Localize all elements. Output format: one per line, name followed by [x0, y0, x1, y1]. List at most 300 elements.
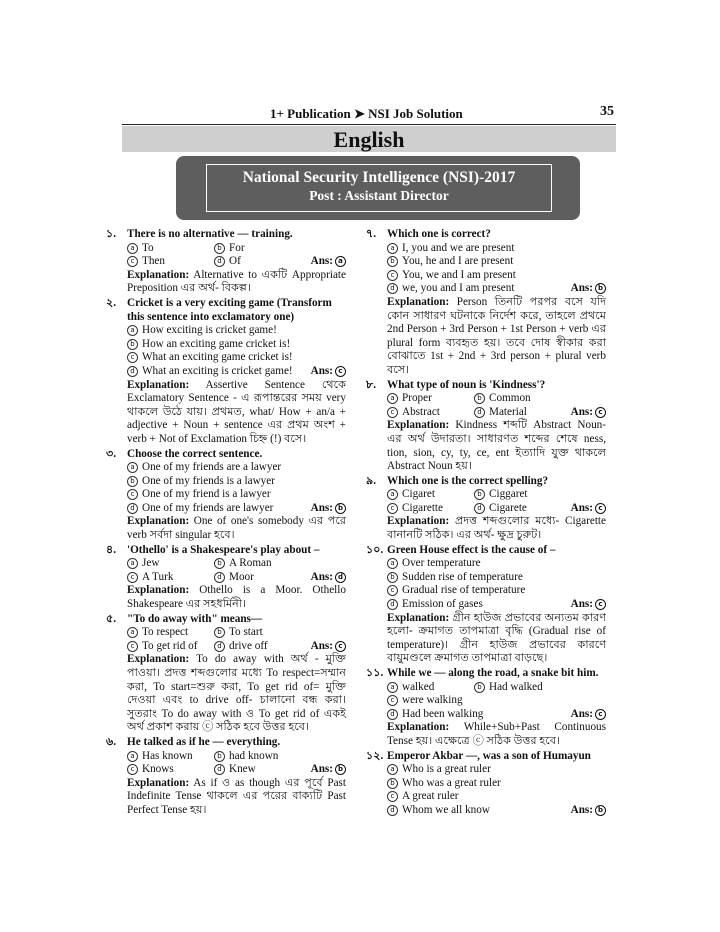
question-6 — [106, 736, 346, 818]
option-text: One of my friends are a lawyer — [142, 461, 282, 474]
option-row — [387, 242, 606, 256]
option-row — [387, 255, 606, 269]
option-marker-icon: b — [474, 682, 485, 693]
question-text: 'Othello' is a Shakespeare's play about – — [127, 543, 320, 556]
option-text: Knew — [229, 763, 256, 776]
option-marker-icon: d — [214, 641, 225, 652]
option-row — [387, 282, 606, 296]
option-b[interactable] — [214, 750, 301, 764]
question-body — [106, 242, 346, 296]
explanation-text: Alternative to একটি Appropriate Preposition এর অর্থ- বিকল্প। — [127, 268, 346, 295]
option-marker-icon: b — [387, 778, 398, 789]
option-a[interactable] — [127, 626, 214, 640]
question-4 — [106, 544, 346, 612]
option-row — [127, 488, 346, 502]
option-marker-icon: a — [387, 558, 398, 569]
exam-title: National Security Intelligence (NSI)-2017 — [242, 169, 516, 186]
option-text: drive off — [229, 639, 268, 652]
option-marker-icon: b — [127, 476, 138, 487]
option-text: Whom we all know — [402, 803, 490, 816]
option-marker-icon: a — [387, 489, 398, 500]
option-c[interactable] — [387, 502, 474, 516]
question-body — [366, 392, 606, 474]
option-c[interactable] — [387, 406, 474, 420]
answer-label: Ans: — [310, 763, 333, 776]
answer-key — [571, 282, 606, 296]
option-a[interactable] — [127, 461, 281, 473]
question-1 — [106, 228, 346, 296]
option-a[interactable] — [387, 681, 474, 695]
question-header — [106, 736, 346, 750]
question-text: Which one is correct? — [387, 228, 491, 240]
question-number: ১২. — [366, 749, 384, 762]
question-text: Green House effect is the cause of – — [387, 543, 556, 556]
option-c[interactable] — [387, 584, 525, 596]
option-b[interactable] — [474, 392, 561, 406]
option-row — [127, 763, 346, 777]
option-a[interactable] — [127, 324, 277, 336]
option-text: You, we and I am present — [402, 268, 516, 281]
option-marker-icon: a — [387, 243, 398, 254]
option-b[interactable] — [214, 242, 301, 256]
option-text: Then — [142, 255, 165, 268]
option-a[interactable] — [387, 242, 514, 254]
option-row — [387, 269, 606, 283]
option-marker-icon: b — [387, 572, 398, 583]
option-c[interactable] — [387, 694, 463, 706]
question-body — [106, 324, 346, 446]
answer-marker-icon: d — [335, 572, 346, 583]
option-row — [387, 708, 606, 722]
option-row — [387, 488, 606, 502]
question-number: ১. — [106, 228, 117, 240]
question-number: ৫. — [106, 612, 117, 625]
option-d[interactable] — [127, 365, 293, 377]
option-text: Abstract — [402, 405, 440, 418]
exam-title-inner — [206, 164, 552, 212]
option-marker-icon: d — [474, 503, 485, 514]
question-body — [106, 557, 346, 611]
explanation-label: Explanation: — [127, 653, 190, 666]
page-number: 35 — [600, 104, 614, 119]
option-d[interactable] — [214, 763, 301, 777]
option-marker-icon: c — [387, 503, 398, 514]
question-4 — [366, 544, 606, 666]
answer-marker-icon: c — [335, 366, 346, 377]
option-marker-icon: c — [387, 695, 398, 706]
option-row — [127, 255, 346, 269]
option-marker-icon: b — [387, 256, 398, 267]
option-d[interactable] — [214, 571, 301, 585]
question-body — [106, 750, 346, 818]
question-number: ২. — [106, 296, 117, 309]
option-d[interactable] — [214, 640, 301, 654]
option-row — [127, 502, 346, 516]
option-text: Knows — [142, 763, 174, 776]
option-b[interactable] — [474, 488, 561, 502]
question-header — [366, 475, 606, 489]
answer-key — [311, 502, 346, 516]
option-c[interactable] — [127, 640, 214, 654]
option-grid — [127, 626, 346, 653]
question-header — [106, 448, 346, 462]
option-c[interactable] — [387, 790, 459, 802]
option-text: To get rid of — [142, 639, 198, 652]
subject-heading: English — [122, 126, 616, 152]
explanation-text: To do away with অর্থ - মুক্তি পাওয়া। প্রদত্ত শব্দগুলোর মধ্যে To respect=সম্মান করা, To start=শুরু করা, To get rid of= মুক্তি দেওয়া এবং to drive off- চালানো বন্ধ করা। সুতরাং To do away with ও To get rid of একই অর্থ প্রকাশ করায় ⓒ সঠিক হবে উত্তর হবে। — [127, 653, 346, 734]
explanation-text: গ্রীন হাউজ প্রভাবের অন্যতম কারণ হলো- ক্রমাগত তাপমাত্রা বৃদ্ধি (Gradual rise of temperature)। গ্রীন হাউজ প্রভাবের কারণে বায়ুমণ্ডলে ক্রমাগত তাপমাত্রা বাড়ছে। — [387, 611, 606, 665]
option-d[interactable] — [387, 708, 483, 720]
option-text: A Roman — [229, 557, 272, 570]
option-b[interactable] — [214, 557, 301, 571]
question-body — [366, 557, 606, 666]
option-text: Who is a great ruler — [402, 763, 491, 776]
question-text: He talked as if he — everything. — [127, 735, 281, 748]
option-row — [387, 392, 606, 406]
option-text: One of my friends is a lawyer — [142, 474, 275, 487]
option-text: Over temperature — [402, 557, 481, 570]
question-body — [366, 242, 606, 378]
question-number: ৬. — [106, 735, 117, 748]
answer-label: Ans: — [570, 405, 593, 418]
answer-marker-icon: c — [335, 641, 346, 652]
question-2 — [366, 379, 606, 474]
answer-label: Ans: — [310, 364, 333, 377]
option-text: Had walked — [489, 680, 543, 693]
option-d[interactable] — [474, 406, 561, 420]
option-grid — [387, 488, 606, 515]
option-text: You, he and I are present — [402, 255, 514, 268]
option-text: Jew — [142, 557, 160, 570]
option-row — [387, 804, 606, 818]
option-c[interactable] — [127, 255, 214, 269]
option-marker-icon: a — [387, 764, 398, 775]
question-header — [366, 228, 606, 242]
question-header — [366, 379, 606, 393]
explanation — [127, 777, 346, 818]
option-marker-icon: a — [127, 627, 138, 638]
answer-label: Ans: — [310, 255, 333, 268]
option-marker-icon: a — [387, 682, 398, 693]
question-number: ৪. — [106, 543, 117, 556]
option-marker-icon: b — [214, 751, 225, 762]
option-d[interactable] — [387, 804, 490, 816]
explanation-label: Explanation: — [387, 721, 450, 734]
option-d[interactable] — [387, 282, 514, 294]
option-text: Gradual rise of temperature — [402, 584, 526, 597]
option-row — [387, 681, 606, 695]
option-marker-icon: b — [474, 393, 485, 404]
option-marker-icon: a — [127, 751, 138, 762]
option-grid — [387, 681, 606, 722]
option-row — [387, 557, 606, 571]
option-marker-icon: c — [127, 352, 138, 363]
option-marker-icon: a — [127, 558, 138, 569]
option-text: Common — [489, 392, 531, 405]
answer-marker-icon: c — [595, 407, 606, 418]
explanation-text: Othello is a Moor. Othello Shakespeare এর সহধর্মিনী। — [127, 584, 346, 611]
answer-key — [571, 406, 606, 420]
explanation — [127, 269, 346, 296]
option-row — [127, 750, 346, 764]
question-number: ৩. — [106, 447, 117, 460]
option-marker-icon: c — [387, 791, 398, 802]
answer-marker-icon: b — [595, 805, 606, 816]
option-text: I, you and we are present — [402, 241, 515, 254]
answer-key — [311, 640, 346, 654]
option-c[interactable] — [127, 763, 214, 777]
option-text: One of my friend is a lawyer — [142, 488, 271, 501]
option-b[interactable] — [387, 255, 513, 267]
option-marker-icon: d — [214, 764, 225, 775]
question-number: ৮. — [366, 378, 377, 391]
option-a[interactable] — [387, 763, 491, 775]
explanation-text: Person তিনটি পরপর বসে যদি কোন সাধারণ ঘটনাকে নির্দেশ করে, তাহলে প্রথমে 2nd Person + 3rd Person + 1st Person + verb এর plural form ব্যবহৃত হয়। তবে দোষ স্বীকার করা বোঝাতে 1st + 2nd + 3rd person + plural verb বসে। — [387, 295, 607, 376]
question-text: Emperor Akbar —, was a son of Humayun — [387, 749, 591, 762]
option-text: Cigarete — [489, 501, 527, 514]
option-row — [387, 694, 606, 708]
answer-key — [311, 255, 346, 269]
answer-key — [571, 598, 606, 612]
option-marker-icon: c — [387, 585, 398, 596]
option-marker-icon: d — [214, 572, 225, 583]
question-text: While we — along the road, a snake bit him. — [387, 667, 599, 679]
explanation — [387, 515, 606, 542]
left-column — [106, 228, 346, 819]
question-body — [106, 461, 346, 543]
option-c[interactable] — [387, 269, 516, 281]
option-row — [387, 502, 606, 516]
answer-label: Ans: — [570, 598, 593, 611]
option-a[interactable] — [387, 557, 481, 569]
option-text: we, you and I am present — [402, 282, 515, 295]
option-row — [127, 324, 346, 338]
question-header — [106, 297, 346, 324]
option-grid — [127, 557, 346, 584]
option-row — [127, 475, 346, 489]
explanation — [387, 612, 606, 666]
question-text: Cricket is a very exciting game (Transform this sentence into exclamatory one) — [127, 296, 332, 323]
option-text: Moor — [229, 570, 254, 583]
answer-marker-icon: b — [595, 283, 606, 294]
option-text: How an exciting game cricket is! — [142, 337, 291, 350]
option-marker-icon: c — [127, 256, 138, 267]
answer-marker-icon: c — [595, 599, 606, 610]
option-marker-icon: a — [127, 243, 138, 254]
option-a[interactable] — [127, 750, 214, 764]
option-b[interactable] — [387, 777, 501, 789]
option-text: To respect — [142, 626, 189, 639]
question-number: ৯. — [366, 474, 377, 487]
option-marker-icon: d — [387, 709, 398, 720]
answer-label: Ans: — [570, 501, 593, 514]
option-text: were walking — [402, 694, 463, 707]
option-text: A Turk — [142, 570, 174, 583]
option-text: Sudden rise of temperature — [402, 570, 523, 583]
option-row — [387, 571, 606, 585]
option-row — [387, 790, 606, 804]
option-text: Emission of gases — [402, 598, 483, 611]
option-c[interactable] — [127, 571, 214, 585]
answer-key — [311, 763, 346, 777]
explanation-text: প্রদত্ত শব্দগুলোর মধ্যে- Cigarette বানানটি সঠিক। এর অর্থ- ক্ষুদ্র চুরুট। — [387, 515, 607, 542]
option-marker-icon: b — [214, 558, 225, 569]
explanation-text: Kindness শব্দটি Abstract Noun-এর অর্থ উদারতা। সাধারণত শব্দের শেষে ness, tion, sion, cy, ty, ce, ent ইত্যাদি যুক্ত থাকলে Abstract Noun হয়। — [387, 419, 606, 473]
question-1 — [366, 228, 606, 378]
option-text: Ciggaret — [489, 488, 528, 501]
option-text: Material — [489, 405, 527, 418]
option-row — [127, 461, 346, 475]
answer-marker-icon: b — [335, 503, 346, 514]
option-marker-icon: d — [214, 256, 225, 267]
option-row — [387, 777, 606, 791]
question-5 — [106, 613, 346, 735]
option-text: Has known — [142, 749, 193, 762]
question-header — [366, 750, 606, 764]
question-number: ১১. — [366, 667, 384, 679]
question-6 — [366, 750, 606, 818]
option-row — [127, 338, 346, 352]
answer-label: Ans: — [570, 803, 593, 816]
option-row — [127, 571, 346, 585]
explanation-label: Explanation: — [387, 419, 450, 432]
option-a[interactable] — [387, 392, 474, 406]
option-text: To — [142, 241, 154, 254]
option-marker-icon: a — [387, 393, 398, 404]
answer-key — [571, 708, 606, 722]
option-marker-icon: d — [474, 407, 485, 418]
option-row — [127, 365, 346, 379]
option-row — [387, 406, 606, 420]
answer-marker-icon: c — [595, 709, 606, 720]
question-header — [106, 544, 346, 558]
question-number: ৭. — [366, 228, 377, 240]
option-row — [127, 557, 346, 571]
answer-label: Ans: — [570, 282, 593, 295]
question-2 — [106, 297, 346, 447]
option-a[interactable] — [127, 557, 214, 571]
option-row — [127, 351, 346, 365]
option-text: For — [229, 241, 245, 254]
option-text: A great ruler — [402, 790, 459, 803]
option-d[interactable] — [127, 502, 273, 514]
option-marker-icon: b — [127, 339, 138, 350]
explanation-label: Explanation: — [387, 295, 450, 308]
question-body — [366, 763, 606, 817]
option-marker-icon: d — [387, 283, 398, 294]
option-a[interactable] — [387, 488, 474, 502]
question-3 — [366, 475, 606, 543]
option-marker-icon: c — [387, 270, 398, 281]
option-d[interactable] — [474, 502, 561, 516]
explanation — [127, 379, 346, 447]
option-marker-icon: a — [127, 462, 138, 473]
explanation-label: Explanation: — [127, 378, 190, 391]
explanation-text: As if ও as though এর পূর্বে Past Indefinite Tense থাকলে এর পরের বাক্যটি Past Perfect Tense হয়। — [127, 776, 346, 816]
option-marker-icon: c — [127, 489, 138, 500]
option-c[interactable] — [127, 488, 271, 500]
question-header — [366, 667, 606, 681]
option-d[interactable] — [214, 255, 301, 269]
question-text: "To do away with" means— — [127, 612, 263, 625]
option-b[interactable] — [387, 571, 523, 583]
option-marker-icon: c — [127, 641, 138, 652]
answer-key — [311, 365, 346, 379]
option-text: Cigaret — [402, 488, 435, 501]
question-text: Choose the correct sentence. — [127, 447, 263, 460]
explanation — [387, 721, 606, 748]
option-grid — [387, 392, 606, 419]
exam-post: Post : Assistant Director — [309, 188, 449, 203]
question-header — [106, 613, 346, 627]
option-row — [127, 640, 346, 654]
option-text: walked — [402, 680, 435, 693]
option-b[interactable] — [474, 681, 561, 695]
explanation-label: Explanation: — [127, 584, 190, 597]
option-text: Of — [229, 255, 241, 268]
option-row — [387, 763, 606, 777]
question-text: There is no alternative — training. — [127, 228, 293, 240]
option-text: To start — [229, 626, 263, 639]
option-b[interactable] — [127, 338, 290, 350]
option-marker-icon: b — [214, 243, 225, 254]
explanation — [387, 296, 606, 378]
publication-label: 1+ Publication ➤ NSI Job Solution — [270, 106, 463, 121]
explanation-label: Explanation: — [127, 268, 190, 281]
option-row — [387, 598, 606, 612]
option-b[interactable] — [127, 475, 275, 487]
question-text: What type of noun is 'Kindness'? — [387, 378, 546, 391]
question-body — [106, 626, 346, 735]
option-marker-icon: b — [214, 627, 225, 638]
option-text: Proper — [402, 392, 432, 405]
right-column — [366, 228, 606, 819]
answer-marker-icon: b — [335, 764, 346, 775]
exam-title-box — [176, 156, 580, 220]
option-text: Had been walking — [402, 707, 484, 720]
option-marker-icon: c — [387, 407, 398, 418]
option-marker-icon: d — [127, 366, 138, 377]
answer-label: Ans: — [570, 707, 593, 720]
explanation-text: One of one's somebody এর পরে verb সর্বদা singular হবে। — [127, 515, 346, 542]
explanation — [127, 653, 346, 735]
option-d[interactable] — [387, 598, 483, 610]
option-c[interactable] — [127, 351, 293, 363]
answer-marker-icon: c — [595, 503, 606, 514]
question-5 — [366, 667, 606, 749]
explanation-text: While+Sub+Past Continuous Tense হয়। এক্ষেত্রে ⓒ সঠিক উত্তর হবে। — [387, 721, 606, 747]
question-header — [106, 228, 346, 242]
option-a[interactable] — [127, 242, 214, 256]
answer-label: Ans: — [310, 570, 333, 583]
question-3 — [106, 448, 346, 543]
option-row — [127, 626, 346, 640]
option-text: Cigarette — [402, 501, 444, 514]
explanation-label: Explanation: — [387, 515, 450, 528]
option-marker-icon: c — [127, 572, 138, 583]
answer-marker-icon: a — [335, 256, 346, 267]
option-grid — [127, 242, 346, 269]
option-marker-icon: b — [474, 489, 485, 500]
option-b[interactable] — [214, 626, 301, 640]
question-header — [366, 544, 606, 558]
answer-key — [311, 571, 346, 585]
question-text: Which one is the correct spelling? — [387, 474, 549, 487]
option-text: had known — [229, 749, 279, 762]
explanation-label: Explanation: — [387, 611, 450, 624]
option-text: One of my friends are lawyer — [142, 501, 274, 514]
option-text: How exciting is cricket game! — [142, 324, 277, 337]
